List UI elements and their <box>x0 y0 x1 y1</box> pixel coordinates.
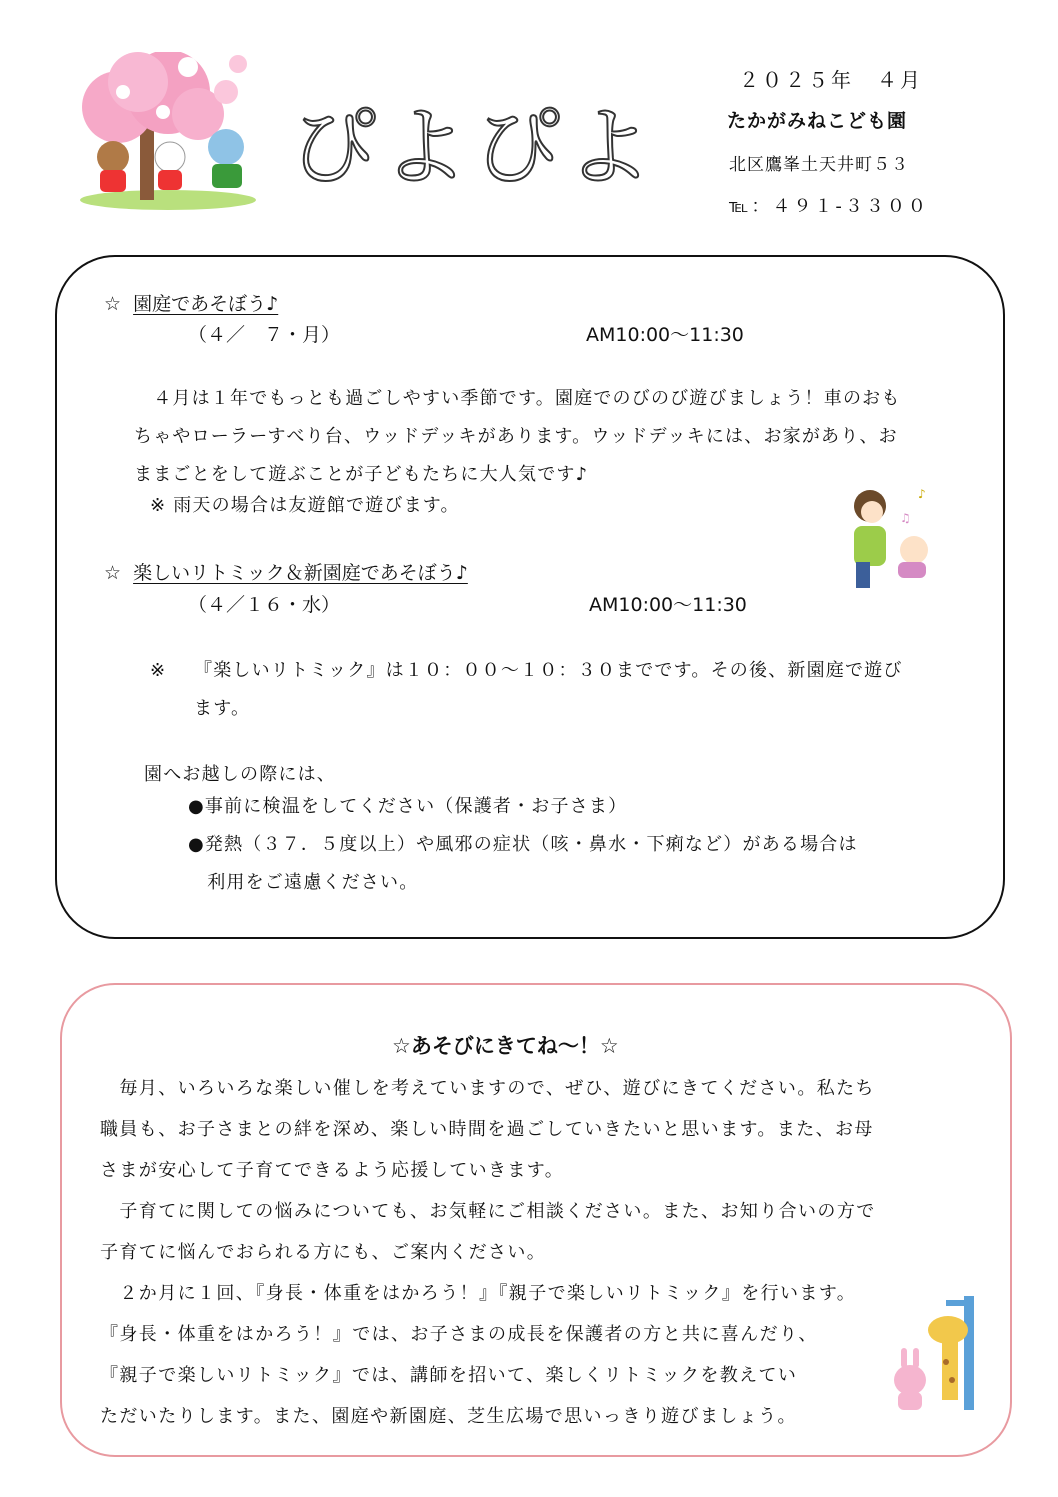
note-line: ます。 <box>194 698 251 719</box>
body-line: ままごとをして遊ぶことが子どもたちに大人気です♪ <box>134 464 589 485</box>
invitation-title: ☆あそびにきてね～！☆ <box>392 1034 619 1058</box>
body-line: 『身長・体重をはかろう！』では、お子さまの成長を保護者の方と共に喜んだり、 <box>100 1324 818 1345</box>
giraffe-rabbit-measuring-illustration <box>884 1290 988 1416</box>
svg-text:♪: ♪ <box>918 487 926 501</box>
body-line: ただいたりします。また、園庭や新園庭、芝生広場で思いっきり遊びましょう。 <box>100 1406 797 1427</box>
star-icon: ☆ <box>104 562 122 584</box>
telephone: ℡：４９１-３３００ <box>729 196 929 217</box>
issue-date: ２０２５年 ４月 <box>739 68 923 92</box>
visit-item: ●発熱（３７．５度以上）や風邪の症状（咳・鼻水・下痢など）がある場合は <box>188 834 858 855</box>
parent-child-dance-illustration <box>830 484 942 596</box>
event-1-note: ※ 雨天の場合は友遊館で遊びます。 <box>150 495 460 516</box>
visit-item: ●事前に検温をしてください（保護者・お子さま） <box>188 796 628 817</box>
body-line: ２か月に１回、『身長・体重をはかろう！』『親子で楽しいリトミック』を行います。 <box>100 1283 857 1304</box>
svg-text:♫: ♫ <box>900 511 911 525</box>
body-line: 毎月、いろいろな楽しい催しを考えていますので、ぜひ、遊びにきてください。私たち <box>100 1078 875 1099</box>
organization-name: たかがみねこども園 <box>727 110 908 132</box>
event-2-date: （４／１６・水） <box>188 594 341 616</box>
body-line: 職員も、お子さまとの絆を深め、楽しい時間を過ごしていきたいと思います。また、お母 <box>100 1119 874 1140</box>
visit-intro: 園へお越しの際には、 <box>144 764 336 785</box>
event-2-heading: 楽しいリトミック＆新園庭であそぼう♪ <box>133 562 468 584</box>
body-line: ちゃやローラーすべり台、ウッドデッキがあります。ウッドデッキには、お家があり、お <box>134 426 898 447</box>
event-1-heading: 園庭であそぼう♪ <box>133 293 279 315</box>
body-line: ４月は１年でもっとも過ごしやすい季節です。園庭でのびのび遊びましょう！車のおも <box>134 388 901 409</box>
event-1-date: （４／ ７・月） <box>188 324 341 346</box>
star-icon: ☆ <box>104 293 122 315</box>
note-line: 『楽しいリトミック』は１０：００～１０：３０までです。その後、新園庭で遊び <box>194 660 903 681</box>
body-line: 子育てに悩んでおられる方にも、ご案内ください。 <box>100 1242 547 1263</box>
event-2-note <box>194 652 994 728</box>
event-1-body <box>134 380 994 494</box>
body-line: 『親子で楽しいリトミック』では、講師を招いて、楽しくリトミックを教えてい <box>100 1365 798 1386</box>
event-1-time: AM10:00～11:30 <box>586 324 744 346</box>
body-line: 子育てに関しての悩みについても、お気軽にご相談ください。また、お知り合いの方で <box>100 1201 876 1222</box>
event-2-note-mark: ※ <box>150 660 167 681</box>
event-2-heading-row <box>104 558 468 585</box>
newsletter-title: ぴよぴよ <box>290 98 658 198</box>
address: 北区鷹峯土天井町５３ <box>729 155 909 175</box>
visit-list <box>188 788 978 902</box>
cherry-tree-animals-illustration <box>78 52 258 212</box>
invitation-body <box>100 1068 980 1437</box>
visit-item: 利用をご遠慮ください。 <box>188 872 419 893</box>
event-2-time: AM10:00～11:30 <box>589 594 747 616</box>
event-1-heading-row <box>104 289 278 316</box>
body-line: さまが安心して子育てできるよう応援していきます。 <box>100 1160 565 1181</box>
